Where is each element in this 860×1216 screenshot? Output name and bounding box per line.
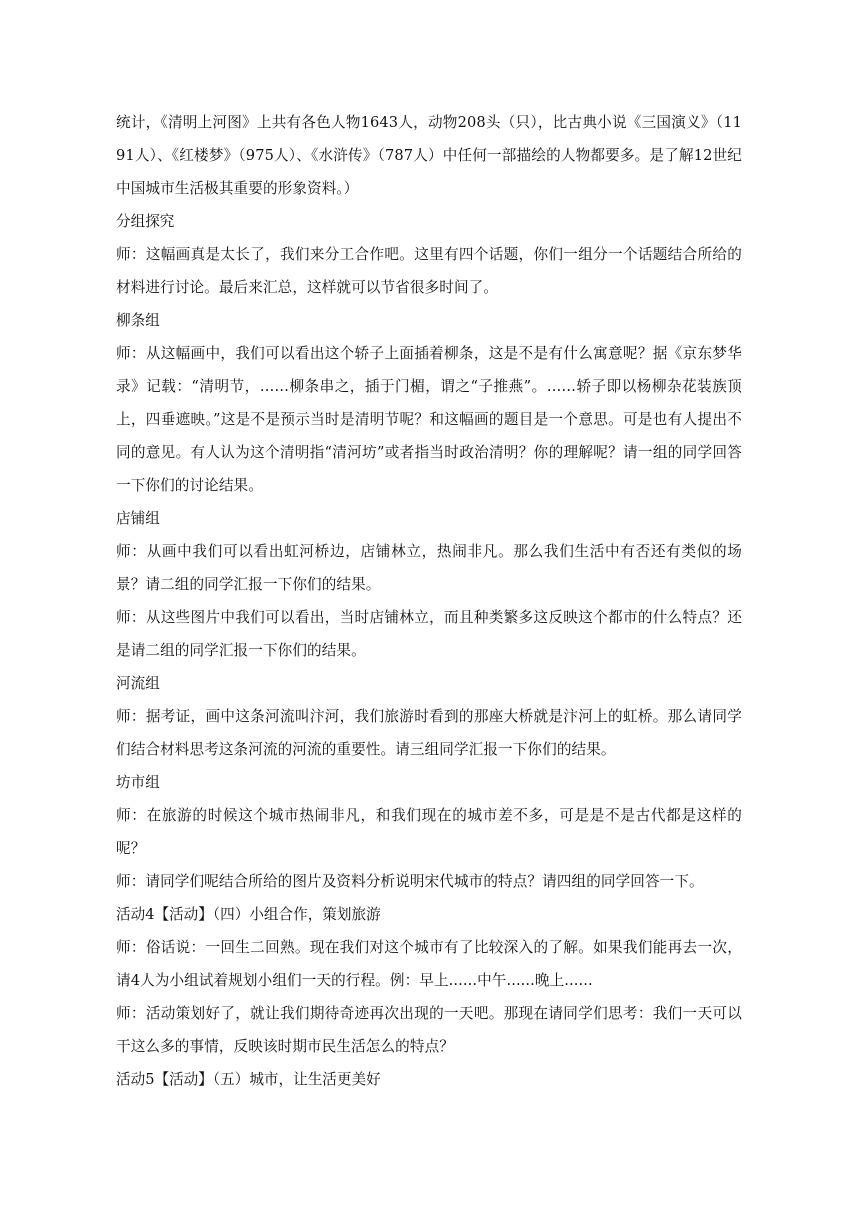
heading-market-group: 坊市组 <box>116 774 160 791</box>
paragraph-market-discussion-2: 师：请同学们呢结合所给的图片及资料分析说明宋代城市的特点？请四组的同学回答一下。 <box>116 873 704 890</box>
heading-group-explore: 分组探究 <box>116 213 175 230</box>
paragraph-shop-discussion-1: 师：从画中我们可以看出虹河桥边，店铺林立，热闹非凡。那么我们生活中有否还有类似的场景？请二组的同学汇报一下你们的结果。 <box>116 543 742 593</box>
document-body <box>116 106 742 1096</box>
paragraph-river-discussion: 师：据考证，画中这条河流叫汴河，我们旅游时看到的那座大桥就是汴河上的虹桥。那么请同学们结合材料思考这条河流的河流的重要性。请三组同学汇报一下你们的结果。 <box>116 708 742 758</box>
paragraph-activity-4-reflect: 师：活动策划好了，就让我们期待奇迹再次出现的一天吧。那现在请同学们思考：我们一天可以干这么多的事情，反映该时期市民生活怎么的特点？ <box>116 1005 742 1055</box>
paragraph-market-discussion-1: 师：在旅游的时候这个城市热闹非凡，和我们现在的城市差不多，可是是不是古代都是这样的呢？ <box>116 807 742 857</box>
paragraph-statistics: 统计，《清明上河图》上共有各色人物1643人，动物208头（只），比古典小说《三国演义》（1191人）、《红楼梦》（975人）、《水浒传》（787人）中任何一部描绘的人物都要多。是了解12世纪中国城市生活极其重要的形象资料。） <box>116 114 742 197</box>
paragraph-activity-4-plan: 师：俗话说：一回生二回熟。现在我们对这个城市有了比较深入的了解。如果我们能再去一次，请4人为小组试着规划小组们一天的行程。例：早上......中午......晚上...... <box>116 939 742 989</box>
paragraph-teacher-intro: 师：这幅画真是太长了，我们来分工合作吧。这里有四个话题，你们一组分一个话题结合所给的材料进行讨论。最后来汇总，这样就可以节省很多时间了。 <box>116 246 742 296</box>
heading-activity-4: 活动4【活动】（四）小组合作，策划旅游 <box>116 906 381 923</box>
heading-river-group: 河流组 <box>116 675 160 692</box>
heading-activity-5: 活动5【活动】（五）城市，让生活更美好 <box>116 1071 381 1088</box>
paragraph-shop-discussion-2: 师：从这些图片中我们可以看出，当时店铺林立，而且种类繁多这反映这个都市的什么特点？还是请二组的同学汇报一下你们的结果。 <box>116 609 742 659</box>
heading-shop-group: 店铺组 <box>116 510 160 527</box>
heading-willow-group: 柳条组 <box>116 312 160 329</box>
paragraph-willow-discussion: 师：从这幅画中，我们可以看出这个轿子上面插着柳条，这是不是有什么寓意呢？据《京东梦华录》记载：“清明节，……柳条串之，插于门楣，谓之“子推燕”。……轿子即以杨柳杂花装族顶上，四垂遮映。”这是不是预示当时是清明节呢？和这幅画的题目是一个意思。可是也有人提出不同的意见。有人认为这个清明指“清河坊”或者指当时政治清明？你的理解呢？请一组的同学回答一下你们的讨论结果。 <box>116 345 742 494</box>
